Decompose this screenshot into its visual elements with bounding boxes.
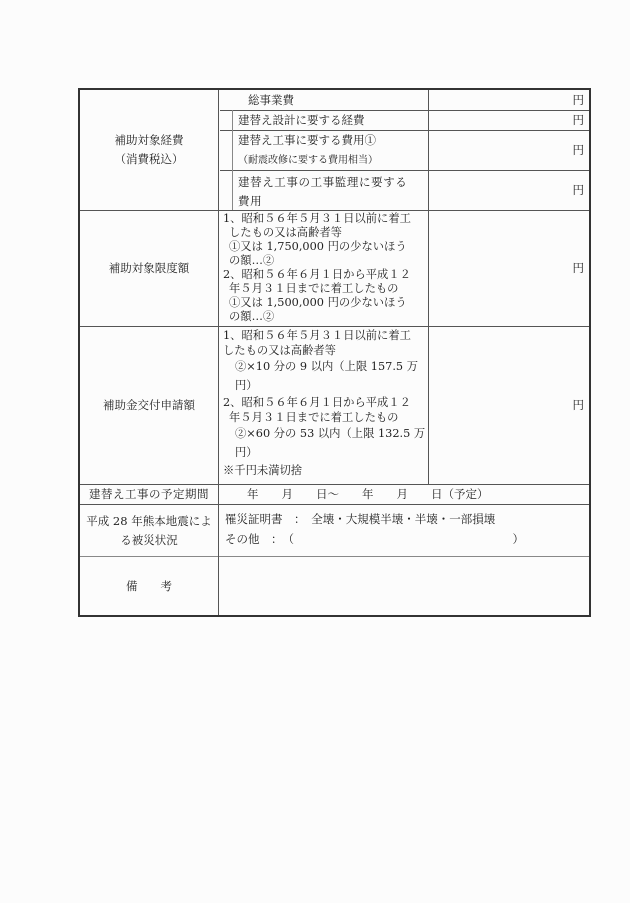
column-divider <box>232 110 233 210</box>
subsidy-application-table <box>78 88 591 617</box>
schedule-label: 建替え工事の予定期間 <box>89 487 209 501</box>
damage-other-field[interactable]: その他 ： （ ） <box>225 532 524 546</box>
supervision-cost-field[interactable] <box>429 171 589 210</box>
application-amount-label: 補助金交付申請額 <box>103 398 195 412</box>
yen-unit: 円 <box>572 183 584 197</box>
subsidy-cost-label <box>80 90 218 210</box>
total-cost-field[interactable] <box>429 90 589 110</box>
construction-cost-note: （耐震改修に要する費用相当） <box>238 155 378 166</box>
yen-unit: 円 <box>572 92 584 107</box>
total-cost-label: 総事業費 <box>248 92 294 107</box>
limit-amount-conditions: 1、昭和５６年５月３１日以前に着工 したもの又は高齢者等 ①又は 1,750,000 円の少ないほう の額…② 2、昭和５６年６月１日から平成１２ 年５月３１日までに着工したもの ①又は 1,500,000 円の少ないほう の額…② <box>223 212 411 323</box>
yen-unit: 円 <box>572 113 584 127</box>
remarks-field[interactable] <box>219 557 589 615</box>
damage-status-field[interactable] <box>219 505 589 556</box>
remarks-label: 備 考 <box>126 578 172 593</box>
design-cost-field[interactable] <box>429 111 589 130</box>
yen-unit: 円 <box>572 143 584 157</box>
yen-unit: 円 <box>572 398 584 412</box>
application-amount-conditions: 1、昭和５６年５月３１日以前に着工 したもの又は高齢者等 ②×10 分の 9 以内（上限 157.5 万 円） 2、昭和５６年６月１日から平成１２ 年５月３１日までに着工したもの ②×60 分の 53 以内（上限 132.5 万 円） ※千円未満切捨 <box>219 327 428 484</box>
subsidy-cost-subtitle: （消費税込） <box>114 152 184 166</box>
rounding-note: ※千円未満切捨 <box>223 464 303 478</box>
design-cost-label: 建替え設計に要する経費 <box>238 113 365 127</box>
application-amount-field[interactable] <box>429 327 589 484</box>
subsidy-cost-title: 補助対象経費 <box>114 133 184 147</box>
damage-status-label: 平成 28 年熊本地震によ る被災状況 <box>86 513 212 547</box>
construction-cost-label: 建替え工事に要する費用① （耐震改修に要する費用相当） <box>238 131 428 170</box>
limit-amount-field[interactable] <box>429 211 589 326</box>
yen-unit: 円 <box>572 261 584 275</box>
construction-cost-field[interactable] <box>429 131 589 170</box>
supervision-cost-label: 建替え工事の工事監理に要する 費用 <box>238 175 408 208</box>
limit-amount-label: 補助対象限度額 <box>108 261 190 275</box>
schedule-field[interactable]: 年 月 日～ 年 月 日（予定） <box>247 487 489 501</box>
disaster-certificate-options[interactable]: 罹災証明書 ： 全壊・大規模半壊・半壊・一部損壊 <box>225 512 496 526</box>
